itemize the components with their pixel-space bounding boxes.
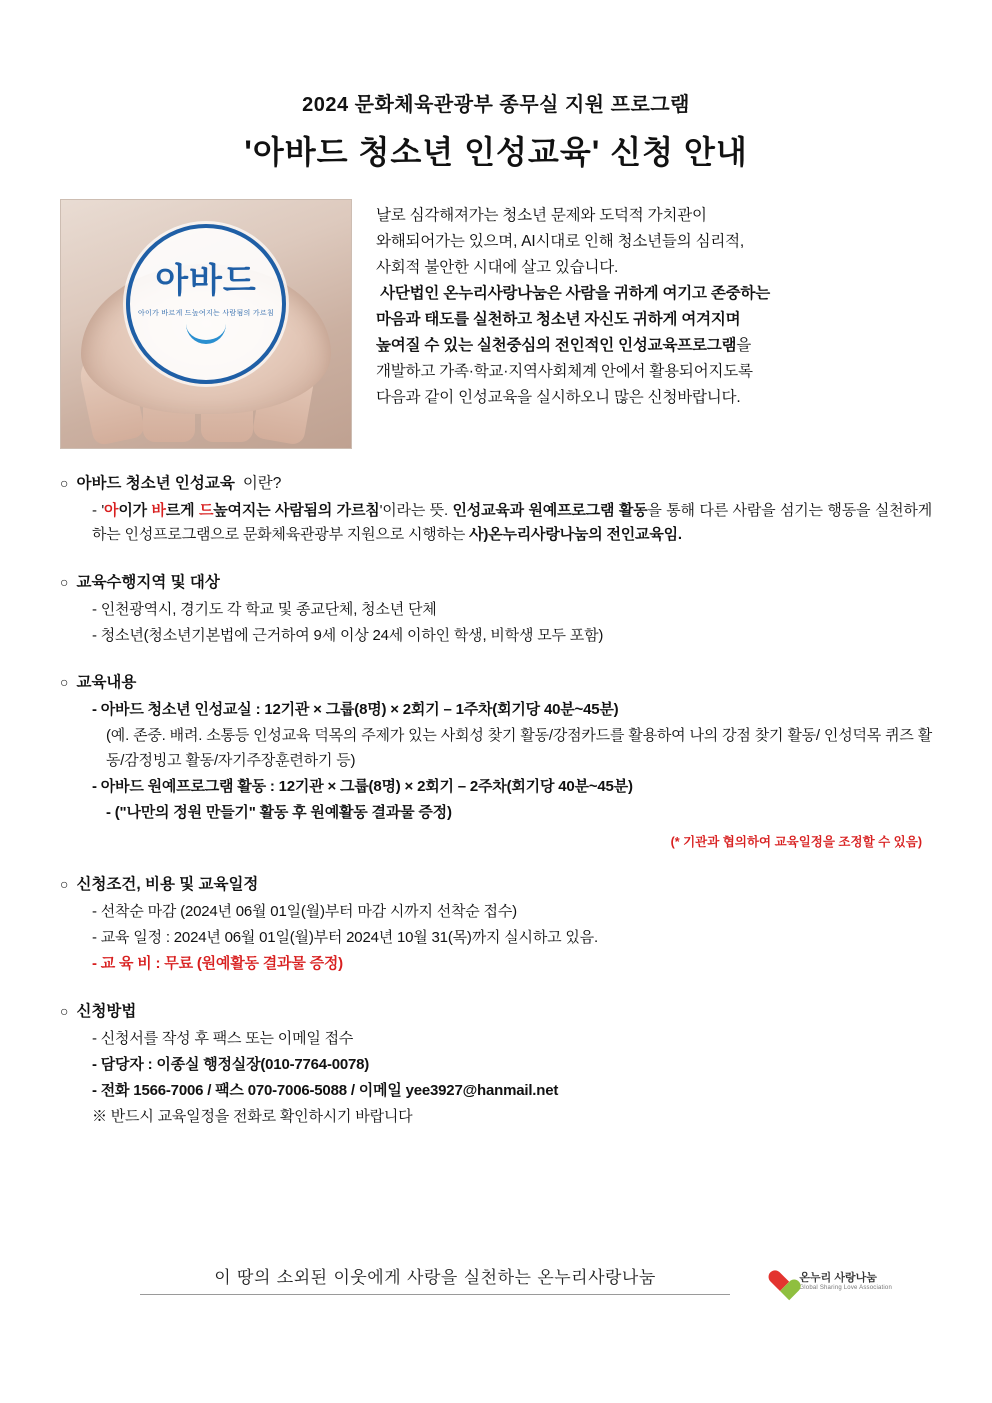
quote-open: ' xyxy=(101,502,105,519)
section-how-to-apply xyxy=(60,999,932,1130)
dash-marker: - xyxy=(92,502,97,519)
abad-logo xyxy=(126,224,286,384)
bullet-icon: ○ xyxy=(60,573,69,590)
abad-logo-subtext: 아이가 바르게 드높여지는 사람됨의 가르침 xyxy=(137,310,275,318)
section-heading xyxy=(60,999,932,1021)
intro-line xyxy=(376,333,932,359)
body-text: 이라는 뜻. xyxy=(382,502,453,519)
section-curriculum xyxy=(60,670,932,849)
intro-line: 사회적 불안한 시대에 살고 있습니다. xyxy=(376,259,619,277)
footer-slogan-wrap xyxy=(140,1263,730,1295)
intro-line-bold: 마음과 태도를 실천하고 청소년 자신도 귀하게 여겨지며 xyxy=(376,311,741,329)
intro-block xyxy=(60,199,932,449)
section-title: 교육수행지역 및 대상 xyxy=(76,573,220,591)
hand-mark-icon xyxy=(186,322,226,344)
organization-name-en: Global Sharing Love Association xyxy=(799,1284,892,1291)
section-conditions xyxy=(60,872,932,977)
footer-slogan: 이 땅의 소외된 이웃에게 사랑을 실천하는 온누리사랑나눔 xyxy=(140,1263,730,1295)
section-target-area xyxy=(60,570,932,649)
bullet-icon: ○ xyxy=(60,475,69,491)
section-heading xyxy=(60,471,932,493)
list-item-fee: - 교 육 비 : 무료 (원예활동 결과물 증정) xyxy=(92,955,343,973)
intro-line xyxy=(376,281,932,307)
organization-name-kr: 온누리 사랑나눔 xyxy=(799,1272,877,1285)
meaning-text: 르게 xyxy=(165,502,199,519)
highlight-char: 바 xyxy=(151,502,166,519)
list-item-contact: - 전화 1566-7006 / 팩스 070-7006-5088 / 이메일 yee3927@hanmail.net xyxy=(92,1082,559,1100)
intro-paragraph xyxy=(376,199,932,411)
section-body xyxy=(60,698,932,825)
list-item: - 청소년(청소년기본법에 근거하여 9세 이상 24세 이하인 학생, 비학생 모두 포함) xyxy=(92,626,604,644)
list-item: - 교육 일정 : 2024년 06월 01일(월)부터 2024년 10월 31(목)까지 실시하고 있음. xyxy=(92,928,598,946)
page-title: '아바드 청소년 인성교육' 신청 안내 xyxy=(244,134,748,170)
hands-photo xyxy=(60,199,352,449)
intro-line: 개발하고 가족·학교·지역사회체계 안에서 활용되어지도록 xyxy=(376,363,753,381)
heart-icon xyxy=(767,1269,793,1295)
header-subtitle: 2024 문화체육관광부 종무실 지원 프로그램 xyxy=(302,94,690,116)
section-title: 교육내용 xyxy=(76,674,137,692)
list-item-contact-person: - 담당자 : 이종실 행정실장(010-7764-0078) xyxy=(92,1055,370,1073)
bullet-icon: ○ xyxy=(60,674,69,691)
section-heading xyxy=(60,570,932,592)
meaning-text: 이가 xyxy=(118,502,152,519)
intro-line-tail: 을 xyxy=(736,337,752,355)
section-body xyxy=(60,1027,932,1130)
section-title: 신청방법 xyxy=(76,1002,137,1020)
list-item: (예. 존중. 배려. 소통등 인성교육 덕목의 주제가 있는 사회성 찾기 활동/강점카드를 활용하여 나의 강점 찾기 활동/ 인성덕목 퀴즈 활동/감정빙고 활동/자기주장훈련하기 등) xyxy=(106,727,932,769)
section-title: 신청조건, 비용 및 교육일정 xyxy=(76,875,259,893)
highlight-char: 드 xyxy=(198,502,214,519)
list-item-notice: ※ 반드시 교육일정을 전화로 확인하시기 바랍니다 xyxy=(92,1108,413,1126)
list-item: - 선착순 마감 (2024년 06월 01일(월)부터 마감 시까지 선착순 접수) xyxy=(92,902,517,920)
organization-logo xyxy=(767,1269,932,1295)
list-item: - 인천광역시, 경기도 각 학교 및 종교단체, 청소년 단체 xyxy=(92,600,437,618)
body-text-bold: 사)온누리사랑나눔의 전인교육임. xyxy=(469,526,682,544)
schedule-note: (* 기관과 협의하여 교육일정을 조정할 수 있음) xyxy=(670,834,922,849)
list-item: - 아바드 청소년 인성교실 : 12기관 × 그룹(8명) × 2회기 – 1주차(회기당 40분~45분) xyxy=(92,701,619,719)
intro-line: 와해되어가는 있으며, AI시대로 인해 청소년들의 심리적, xyxy=(376,233,744,251)
section-body xyxy=(60,499,932,548)
list-item: - 아바드 원예프로그램 활동 : 12기관 × 그룹(8명) × 2회기 – 2주차(회기당 40분~45분) xyxy=(92,778,633,796)
abad-logo-text: 아바드 xyxy=(155,262,257,301)
intro-line: 날로 심각해져가는 청소년 문제와 도덕적 가치관이 xyxy=(376,207,707,224)
body-text-bold: 인성교육과 원예프로그램 활동 xyxy=(452,502,648,519)
document-header xyxy=(60,0,932,173)
section-body xyxy=(60,900,932,977)
intro-line: 다음과 같이 인성교육을 실시하오니 많은 신청바랍니다. xyxy=(376,389,741,407)
intro-line-bold: 높여질 수 있는 실천중심의 전인적인 인성교육프로그램 xyxy=(376,337,737,355)
section-heading xyxy=(60,872,932,894)
section-title-tail: 이란? xyxy=(242,475,282,492)
bullet-icon: ○ xyxy=(60,875,69,892)
list-item: - 신청서를 작성 후 팩스 또는 이메일 접수 xyxy=(92,1029,354,1047)
bullet-icon: ○ xyxy=(60,1002,69,1019)
quote-close: ' xyxy=(379,502,383,519)
list-item: - ("나만의 정원 만들기" 활동 후 원예활동 결과물 증정) xyxy=(106,804,452,822)
section-heading xyxy=(60,670,932,692)
footer-inner xyxy=(60,1263,932,1295)
organization-names xyxy=(799,1272,892,1292)
body-text: 을 통해 다른 사람을 섬기는 행동을 실천하게 하는 인성프로그램으로 문화체육관광부 지원으로 시행하는 xyxy=(92,502,932,544)
meaning-text: 높여지는 사람됨의 가르침 xyxy=(213,502,380,519)
section-body xyxy=(60,598,932,649)
document-footer xyxy=(0,1263,992,1295)
section-title: 아바드 청소년 인성교육 xyxy=(76,475,235,492)
highlight-char: 아 xyxy=(104,502,119,519)
intro-line-bold: 사단법인 온누리사랑나눔은 사람을 귀하게 여기고 존중하는 xyxy=(380,285,770,303)
section-what-is-abad xyxy=(60,471,932,548)
